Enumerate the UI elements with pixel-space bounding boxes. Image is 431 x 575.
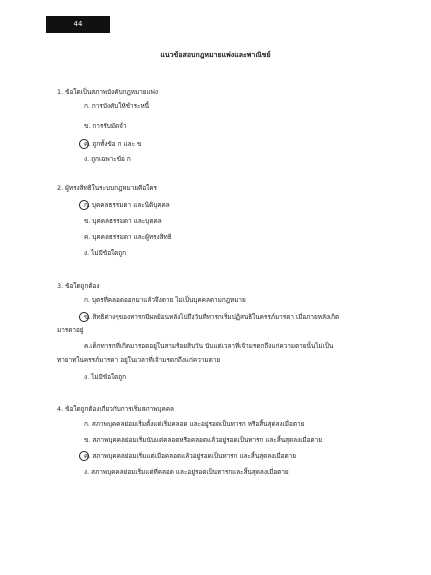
q4-option-c: ค. สภาพบุคคลย่อมเริ่มแต่เมื่อคลอดแล้วอยู่รอดเป็นทารก และสิ้นสุดลงเมื่อตาย [84, 452, 296, 460]
question-2: 2. ผู้ทรงสิทธิในระบบกฎหมายคือใคร [57, 184, 157, 192]
q3-option-c: ค.เด็กทารกที่เกิดมารอดอยู่ในสามร้อยสิบวัน นับแต่เวลาที่เจ้ามรดกถึงแก่ความตายนั้นไม่เป็น [84, 342, 334, 350]
page-number-badge: 44 [46, 16, 110, 33]
q2-option-d: ง. ไม่มีข้อใดถูก [84, 249, 127, 257]
document-title: แนวข้อสอบกฎหมายแพ่งและพาณิชย์ [160, 51, 271, 59]
q3-option-b: ข. สิทธิต่างๆของทารกมีผลย้อนหลังไปถึงวันที่ทารกเริ่มปฏิสนธิในครรภ์มารดา เมื่อภายหลังเกิด [84, 313, 340, 321]
q1-option-b: ข. การรับมัดจำ [84, 122, 127, 130]
q3-option-b-continued: มารดาอยู่ [57, 326, 84, 334]
q1-option-d: ง. ถูกเฉพาะข้อ ก [84, 155, 131, 163]
q1-option-c: ค. ถูกทั้งข้อ ก และ ข [84, 140, 142, 148]
q3-option-d: ง. ไม่มีข้อใดถูก [84, 373, 127, 381]
q4-option-a: ก. สภาพบุคคลย่อมเริ่มตั้งแต่เริ่มคลอด และอยู่รอดเป็นทารก หรือสิ้นสุดลงเมื่อตาย [84, 420, 305, 428]
q2-option-c: ค. บุคคลธรรมดา และผู้ทรงสิทธิ [84, 233, 172, 241]
question-3: 3. ข้อใดถูกต้อง [57, 282, 100, 290]
q2-option-a: ก. บุคคลธรรมดา และนิติบุคคล [84, 201, 170, 209]
question-1: 1. ข้อใดเป็นสภาพบังคับกฎหมายแพ่ง [57, 88, 159, 96]
q1-option-a: ก. การบังคับให้ชำระหนี้ [84, 102, 150, 110]
q3-option-a: ก. บุตรที่คลอดออกมาแล้วจึงตาย ไม่เป็นบุคคลตามกฎหมาย [84, 296, 246, 304]
q2-option-b: ข. บุคคลธรรมดา และบุคคล [84, 217, 162, 225]
q4-option-d: ง. สภาพบุคคลย่อมเริ่มแต่ที่คลอด และอยู่รอดเป็นทารกและสิ้นสุดลงเมื่อตาย [84, 468, 289, 476]
question-4: 4. ข้อใดถูกต้องเกี่ยวกับการเริ่มสภาพบุคคล [57, 405, 174, 413]
q4-option-b: ข. สภาพบุคคลย่อมเริ่มนับแต่คลอดหรือคลอดแล้วอยู่รอดเป็นทารก และสิ้นสุดลงเมื่อตาย [84, 436, 322, 444]
q3-option-c-continued: ทายาทในครรภ์มารดา อยู่ในเวลาที่เจ้ามรดกถึงแก่ความตาย [57, 356, 221, 364]
